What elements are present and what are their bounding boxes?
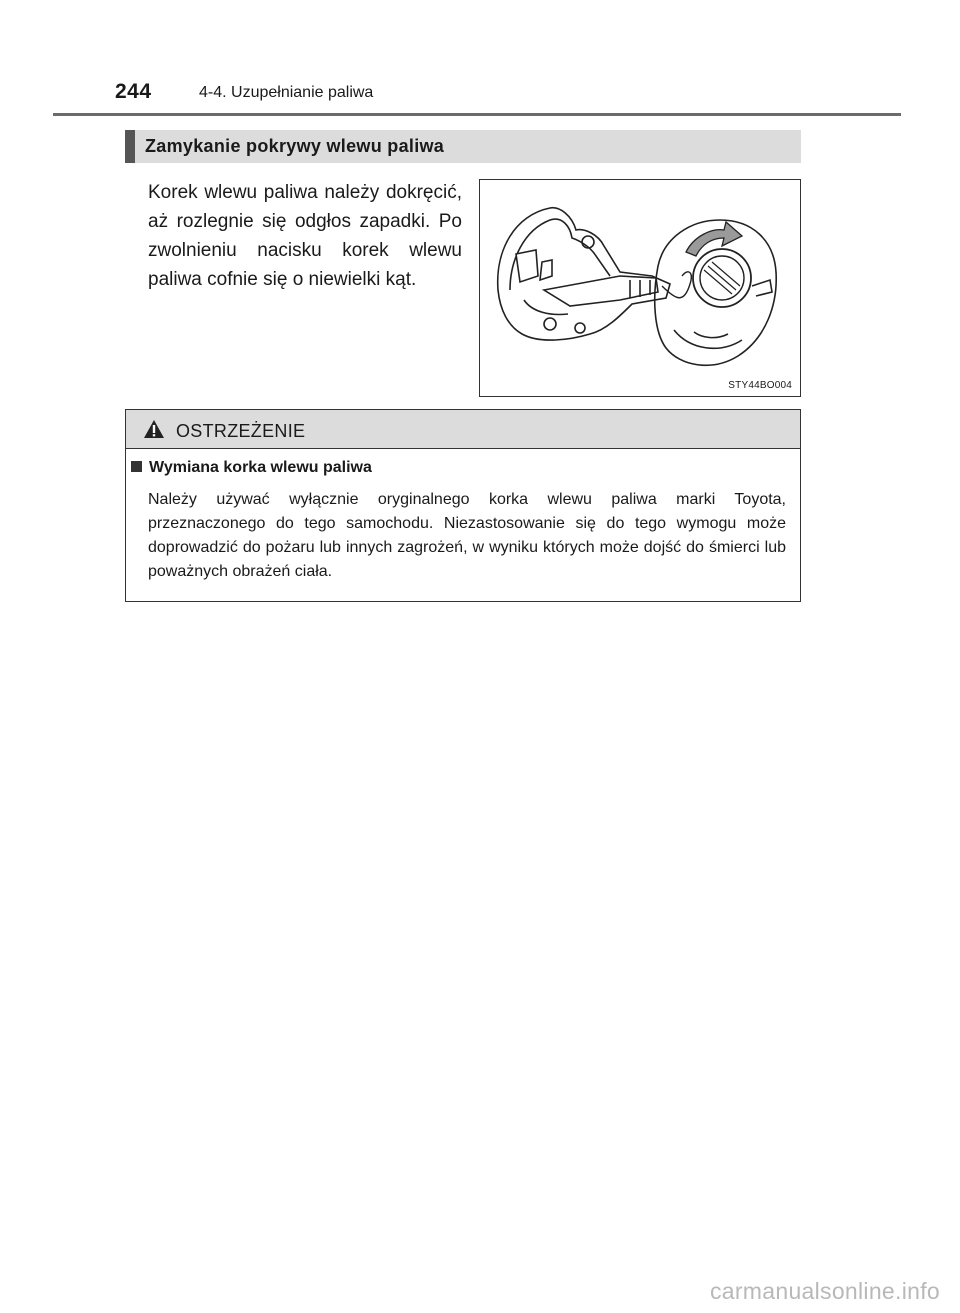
section-body-text: Korek wlewu paliwa należy dokręcić, aż rozlegnie się odgłos zapadki. Po zwolnieniu nacisku korek wlewu paliwa cofnie się o niewielki kąt.	[148, 182, 462, 290]
fuel-cap-drawing	[480, 180, 800, 396]
figure-code: STY44BO004	[728, 380, 792, 391]
section-reference: 4-4. Uzupełnianie paliwa	[199, 84, 374, 101]
warning-header	[126, 410, 800, 449]
header-divider	[53, 113, 901, 116]
warning-triangle-icon	[143, 419, 165, 439]
fuel-cap-illustration	[479, 179, 801, 397]
warning-subheading-text: Wymiana korka wlewu paliwa	[149, 459, 372, 476]
fuel-door-drawing	[498, 208, 670, 340]
fuel-cap-drawing-cap	[693, 249, 751, 307]
warning-box	[125, 409, 801, 602]
square-bullet-icon	[131, 461, 142, 472]
page-number: 244	[115, 80, 152, 103]
section-heading-bar	[125, 130, 801, 163]
warning-subheading	[131, 459, 372, 477]
watermark: carmanualsonline.info	[709, 1278, 940, 1304]
warning-title: OSTRZEŻENIE	[176, 421, 306, 441]
warning-text: Należy używać wyłącznie oryginalnego korka wlewu paliwa marki Toyota, przeznaczonego do tego samochodu. Niezastosowanie się do tego wymogu może doprowadzić do pożaru lub innych zagrożeń, w wyniku których może dojść do śmierci lub poważnych obrażeń ciała.	[148, 491, 786, 580]
section-title: Zamykanie pokrywy wlewu paliwa	[145, 136, 445, 156]
